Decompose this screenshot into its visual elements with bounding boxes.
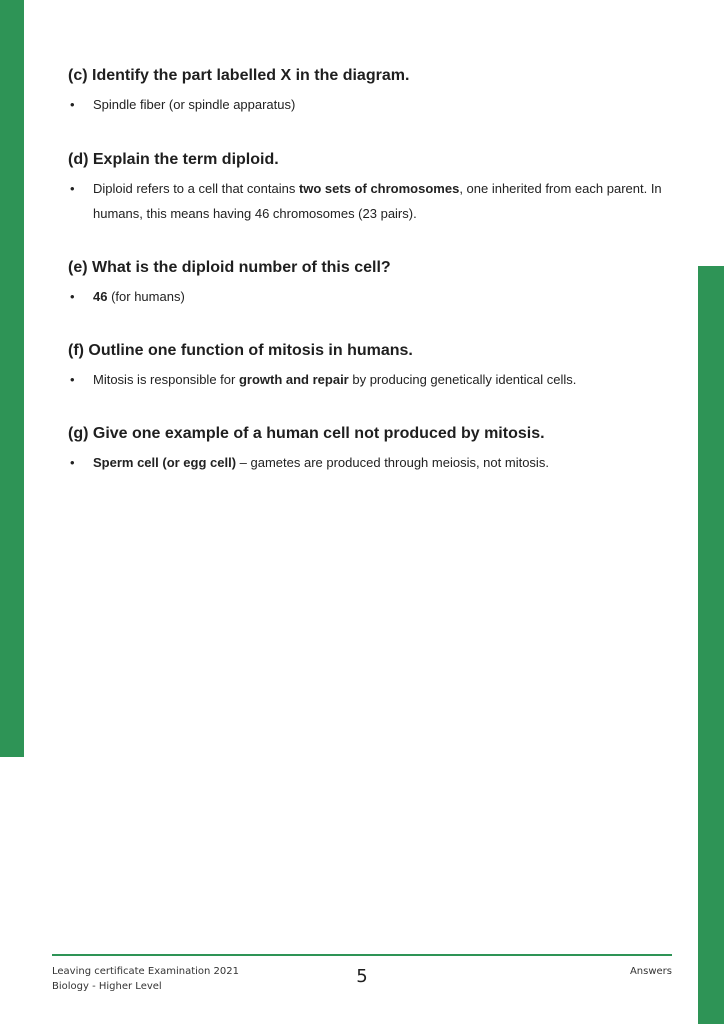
- left-accent-bar: [0, 0, 24, 757]
- answer-emphasis: 46: [93, 289, 108, 304]
- question-f: [68, 341, 668, 392]
- answer-bullet: [68, 92, 668, 117]
- footer-divider: [52, 954, 672, 956]
- bullet-dot: •: [70, 97, 75, 112]
- answer-text: Diploid refers to a cell that contains: [93, 181, 299, 196]
- answer-text: – gametes are produced through meiosis, not mitosis.: [236, 455, 549, 470]
- answer-bullet: [68, 450, 668, 475]
- answer-bullet: [68, 284, 668, 309]
- bullet-dot: •: [70, 289, 75, 304]
- footer-exam-info: [52, 964, 239, 994]
- question-heading: (f) Outline one function of mitosis in humans.: [68, 342, 413, 359]
- bullet-dot: •: [70, 372, 75, 387]
- question-d: [68, 150, 668, 226]
- answer-text: by producing genetically identical cells.: [348, 372, 577, 387]
- footer-section-label: Answers: [629, 966, 672, 977]
- page-number: 5: [356, 966, 368, 987]
- bullet-dot: •: [70, 181, 75, 196]
- answer-text: , one inherited from each parent. In humans, this means having 46 chromosomes (23 pairs).: [93, 181, 662, 221]
- answer-text: (for humans): [107, 289, 185, 304]
- answer-text: Spindle fiber (or spindle apparatus): [93, 97, 296, 112]
- answer-bullet: [68, 176, 668, 226]
- footer-subject-line: Biology - Higher Level: [52, 981, 162, 992]
- question-g: [68, 424, 668, 475]
- answer-text: Mitosis is responsible for: [93, 372, 239, 387]
- question-e: [68, 258, 668, 309]
- question-heading: (g) Give one example of a human cell not produced by mitosis.: [68, 425, 545, 442]
- answer-emphasis: Sperm cell (or egg cell): [93, 455, 237, 470]
- bullet-dot: •: [70, 455, 75, 470]
- answer-emphasis: growth and repair: [238, 372, 349, 387]
- right-accent-bar: [698, 266, 724, 1024]
- footer-exam-line: Leaving certificate Examination 2021: [52, 966, 240, 977]
- question-heading: (c) Identify the part labelled X in the diagram.: [68, 67, 410, 84]
- question-c: [68, 66, 668, 117]
- answer-bullet: [68, 367, 668, 392]
- question-heading: (d) Explain the term diploid.: [68, 151, 279, 168]
- question-heading: (e) What is the diploid number of this cell?: [68, 259, 391, 276]
- answer-emphasis: two sets of chromosomes: [298, 181, 460, 196]
